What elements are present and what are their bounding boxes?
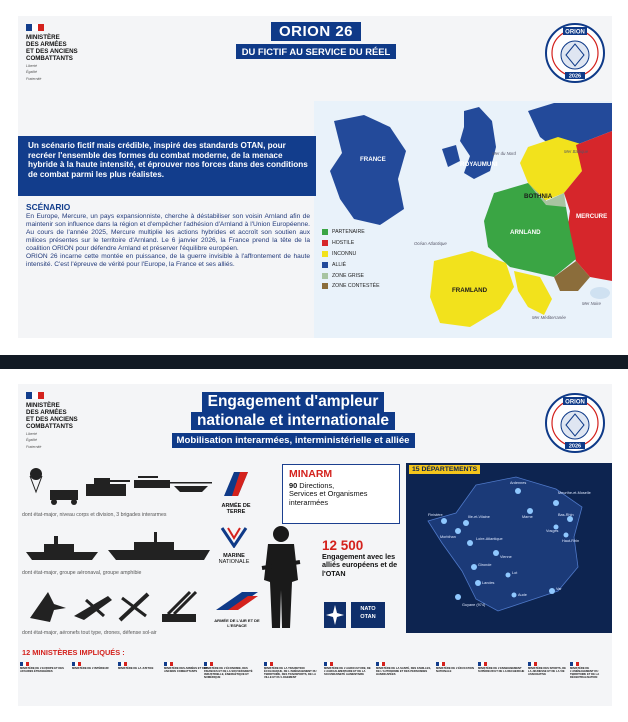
city-label: Finistère [428, 513, 443, 517]
ministry-item: MINISTÈRE DE LA TRANSITION ÉCOLOGIQUE, DE L'AMÉNAGEMENT DU TERRITOIRE, DES TRANSPORTS, DE LA VILLE ET DU LOGEMENT [264, 662, 324, 679]
ministry-item: MINISTÈRE DE L'ENSEIGNEMENT SUPÉRIEUR ET DE LA RECHERCHE [478, 662, 526, 673]
label-france: FRANCE [360, 156, 386, 163]
europe-scenario-map [314, 101, 612, 338]
navy-emblem [216, 526, 252, 565]
city-label: Vienne [500, 555, 512, 559]
ministry-name-line: ET DES ANCIENS [26, 48, 78, 55]
nato-star-icon [324, 602, 346, 628]
ministry-motto: Liberté [26, 64, 37, 68]
legend-item: INCONNU [322, 249, 380, 260]
engagement-number: 12 500 [322, 538, 364, 553]
badge-year-text: 2026 [568, 443, 582, 450]
ministries-list [18, 660, 612, 706]
ministry-name-line: ET DES ANCIENS [26, 416, 78, 423]
label-sea: Océan Atlantique [414, 241, 447, 246]
page-title-line2: nationale et internationale [191, 412, 395, 430]
ministry-motto: Fraternité [26, 76, 42, 81]
france-map-shape [406, 463, 612, 633]
page-subtitle: DU FICTIF AU SERVICE DU RÉEL [236, 44, 396, 59]
army-label: ARMÉE DE TERRE [221, 503, 251, 515]
city-label: Landes [482, 581, 495, 585]
legend-item: HOSTILE [322, 238, 380, 249]
label-arnland: ARNLAND [510, 229, 541, 236]
city-label: Haut-Rhin [562, 539, 580, 543]
ministry-logo [26, 392, 118, 449]
map-royaumuni [460, 107, 496, 179]
ministry-item: MINISTÈRE DES SPORTS, DE LA JEUNESSE ET DE LA VIE ASSOCIATIVE [528, 662, 568, 676]
ministry-motto: Liberté [26, 432, 37, 436]
ministry-item: MINISTÈRE DE L'ÉDUCATION NATIONALE [436, 662, 476, 673]
badge-top-text: ORION [565, 29, 585, 36]
intro-banner: Un scénario fictif mais crédible, inspiré des standards OTAN, pour recréer l'ensemble des formes du combat moderne, de la menace hybride à la haute intensité, et éprouver nos forces dans des conditions de combat parmi les plus réalistes. [18, 136, 316, 196]
label-sea: Mer Méditerranée [532, 315, 566, 320]
map-france [330, 115, 406, 225]
label-sea: Mer Noire [582, 301, 601, 306]
slide-orion-scenario [18, 16, 612, 338]
map-legend [322, 227, 380, 292]
nato-label: NATO [360, 606, 376, 612]
ministry-name-line: DES ARMÉES [26, 41, 67, 48]
city-label: Ardennes [510, 481, 527, 485]
ministry-item: MINISTÈRE DE L'INTÉRIEUR [72, 662, 128, 670]
ministry-item: MINISTÈRE DE L'AMÉNAGEMENT DU TERRITOIRE ET DE LA DÉCENTRALISATION [570, 662, 612, 679]
departments-map [406, 463, 612, 633]
soldier-silhouette-icon [258, 524, 304, 632]
scenario-paragraph: ORION 26 incarne cette montée en puissance, de la guerre invisible à l'affrontement de haute intensité. C'est l'épreuve de vérité pour l'Europe, la France et ses alliés. [26, 253, 310, 268]
air-label: ARMÉE DE L'AIR ET DE L'ESPACE [214, 618, 260, 628]
army-logo-icon [214, 470, 258, 498]
label-mercure: MERCURE [576, 213, 608, 220]
navy-label: NATIONALE [218, 559, 250, 565]
air-logo-icon [214, 588, 260, 614]
navy-assets-icon [24, 530, 214, 564]
city-label: Ille-et-Vilaine [468, 515, 490, 519]
ministry-item: MINISTÈRE DE LA JUSTICE [118, 662, 174, 670]
ministry-logo [26, 24, 118, 81]
city-label: Gironde [478, 563, 492, 567]
label-framland: FRAMLAND [452, 287, 488, 294]
navy-logo-icon [216, 526, 252, 548]
scenario-paragraph: En Europe, Mercure, un pays expansionniste, cherche à déstabiliser son voisin Arnland afin de maintenir son influence dans la région et d'empêcher l'adhésion d'Arnland à l'Union Européenne. Au cours de l'année 2025, Mercure multiplie les actions hybrides et accroît son soutien aux milices présentes sur le territoire d'Arnland. Le 6 janvier 2026, la France prend la tête de la coalition ORION pour défendre Arnland et préserver l'équilibre européen. [26, 213, 310, 252]
ministry-name-line: DES ARMÉES [26, 409, 67, 416]
slide1-title-block [218, 22, 414, 60]
slide2-title-block [168, 392, 418, 448]
scenario-heading: SCÉNARIO [26, 202, 71, 212]
city-label: Morbihan [440, 535, 456, 539]
minarm-count: 90 [289, 481, 298, 490]
city-label: Loire-Atlantique [476, 537, 503, 541]
minarm-text: 90 Directions, Services et Organismes interarmées [289, 481, 368, 507]
map-shapes [314, 101, 612, 338]
french-flag-icon [26, 392, 44, 399]
ministries-heading: 12 MINISTÈRES IMPLIQUÉS : [22, 648, 125, 657]
orion-badge-icon [544, 22, 606, 84]
badge-top-text: ORION [565, 399, 585, 406]
city-label: Guyane (974) [462, 603, 486, 607]
slide-engagement [18, 384, 612, 706]
city-label: Aude [518, 593, 527, 597]
engagement-text: Engagement avec les alliés européens et de l'OTAN [322, 552, 398, 578]
minarm-title: MINARM [289, 468, 333, 480]
minarm-box [282, 464, 400, 524]
french-flag-icon [26, 24, 44, 31]
city-label: Lot [512, 571, 518, 575]
ministry-motto: Fraternité [26, 444, 42, 449]
army-caption: dont état-major, niveau corps et division, 3 brigades interarmes [22, 512, 167, 518]
navy-caption: dont état-major, groupe aéronaval, groupe amphibie [22, 570, 142, 576]
label-sea: Mer Baltique [564, 149, 589, 154]
page-title: ORION 26 [271, 22, 361, 41]
city-label: Meurthe-et-Moselle [558, 491, 591, 495]
page-subtitle: Mobilisation interarmées, interministérielle et alliée [172, 433, 415, 448]
legend-item: PARTENAIRE [322, 227, 380, 238]
ministry-name-line: MINISTÈRE [26, 34, 60, 41]
ministry-name-line: MINISTÈRE [26, 402, 60, 409]
ministry-motto: Égalité [26, 70, 37, 75]
badge-year-text: 2026 [568, 73, 582, 80]
ministry-item: MINISTÈRE DE LA SANTÉ, DES FAMILLES, DE L'AUTONOMIE ET DES PERSONNES HANDICAPÉES [376, 662, 434, 676]
ministry-name-line: COMBATTANTS [26, 423, 73, 430]
legend-item: ZONE GRISE [322, 270, 380, 281]
orion-badge-icon [544, 392, 606, 454]
legend-item: ZONE CONTESTÉE [322, 281, 380, 292]
legend-item: ALLIÉ [322, 259, 380, 270]
air-caption: dont état-major, aéronefs tout type, drones, défense sol-air [22, 630, 157, 636]
nato-label-box [351, 602, 385, 628]
city-label: Vosges [546, 529, 559, 533]
ministry-item: MINISTÈRE DE L'ÉCONOMIE, DES FINANCES ET DE LA SOUVERAINETÉ INDUSTRIELLE, ÉNERGÉTIQUE ET NUMÉRIQUE [204, 662, 262, 679]
label-bothnia: BOTHNIA [524, 193, 553, 200]
city-label: Var [556, 587, 562, 591]
city-label: Marne [522, 515, 533, 519]
map-ireland [442, 145, 460, 167]
departments-title: 15 DÉPARTEMENTS [409, 465, 480, 474]
ministry-item: MINISTÈRE DE L'EUROPE ET DES AFFAIRES ÉTRANGÈRES [20, 662, 76, 673]
army-assets-icon [24, 468, 214, 508]
otan-label: OTAN [360, 614, 376, 620]
army-emblem [214, 470, 258, 515]
page-title: Engagement d'ampleur [202, 392, 385, 412]
ministry-motto: Égalité [26, 438, 37, 443]
scenario-text [26, 213, 310, 269]
label-sea: Mer du Nord [492, 151, 516, 156]
label-royaumuni: ROYAUMUNI [460, 161, 498, 168]
air-assets-icon [24, 586, 214, 626]
ministry-name-line: COMBATTANTS [26, 55, 73, 62]
navy-label: MARINE [223, 553, 245, 559]
ministry-item: MINISTÈRE DES ARMÉES ET DES ANCIENS COMBATTANTS [164, 662, 220, 673]
ministry-item: MINISTÈRE DE L'AGRICULTURE, DE L'AGROALIMENTAIRE ET DE LA SOUVERAINETÉ ALIMENTAIRE [324, 662, 380, 676]
engagement-stat [322, 538, 402, 578]
slide-separator [0, 355, 628, 369]
city-label: Bas-Rhin [558, 513, 574, 517]
air-emblem [214, 588, 260, 628]
